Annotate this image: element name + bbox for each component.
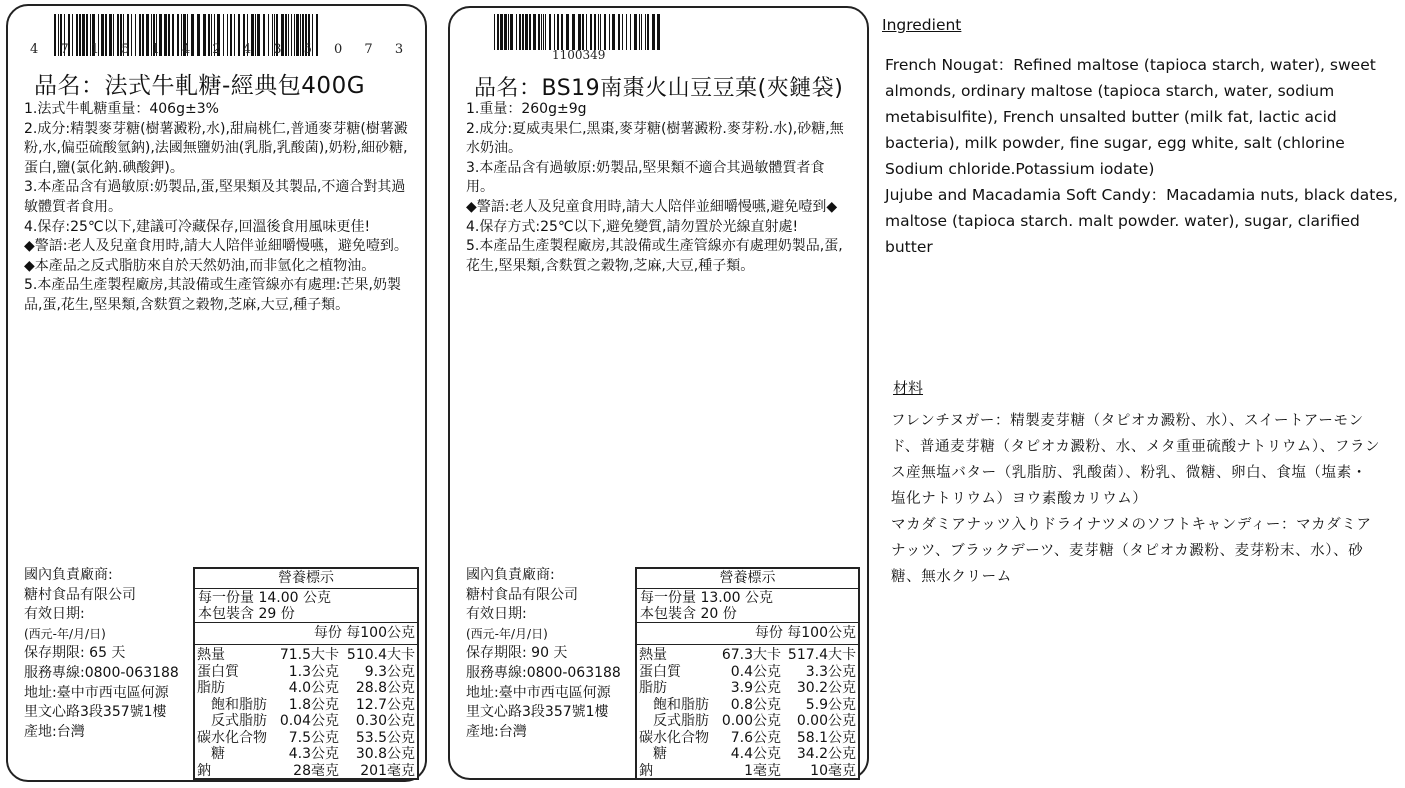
manufacturer-info (466, 566, 621, 742)
ingredient-paragraph-nougat: フレンチヌガー：精製麦芽糖（タピオカ澱粉、水）、スイートアーモンド、普通麦芽糖（タピオカ澱粉、水、メタ重亜硫酸ナトリウム）、フランス産無塩バター（乳脂肪、乳酸菌）、粉乳、微糖、卵白、食塩（塩素・塩化ナトリウム）ヨウ素酸カリウム） (891, 413, 1381, 507)
serving-size: 每一份量 13.00 公克 (640, 590, 773, 606)
nutrient-name: 脂肪 (639, 680, 667, 696)
nutrient-name: 反式脂肪 (639, 713, 709, 729)
nutrition-row (637, 730, 858, 747)
serving-size: 每一份量 14.00 公克 (198, 590, 331, 606)
per-serving-value: 4.0公克 (288, 680, 339, 696)
per-serving-value: 4.4公克 (730, 746, 781, 762)
per-serving-value: 0.04公克 (279, 713, 339, 729)
per-serving-value: 3.9公克 (730, 680, 781, 696)
ingredient-paragraph-jujube: Jujube and Macadamia Soft Candy：Macadamia nuts, black dates, maltose (tapioca starch. malt powder. water), sugar, clarified butter (885, 186, 1398, 256)
nutrition-table (635, 567, 860, 780)
nutrient-name: 熱量 (639, 647, 667, 663)
nutrition-title: 營養標示 (195, 569, 417, 589)
per-100g-value: 201毫克 (360, 762, 415, 779)
per-100g-value: 510.4大卡 (346, 647, 415, 663)
nutrient-name: 飽和脂肪 (639, 696, 709, 713)
product-details: 1.法式牛軋糖重量：406g±3% 2.成分:精製麥芽糖(樹薯澱粉,水),甜扁桃仁,普通麥芽糖(樹薯澱粉,水,偏亞硫酸氫鈉),法國無鹽奶油(乳脂,乳酸菌),奶粉,細砂糖,蛋白,鹽(氯化鈉.碘酸鉀)。 3.本產品含有過敏原:奶製品,蛋,堅果類及其製品,不適合對其過敏體質者食用。 4.保存:25℃以下,建議可冷藏保存,回溫後食用風味更佳! ◆警語:老人及兒童食用時,請大人陪伴並細嚼慢嚥，避免噎到。 ◆本產品之反式脂肪來自於天然奶油,而非氫化之植物油。 5.本產品生產製程廠房,其設備或生產管線亦有處理:芒果,奶製品,蛋,花生,堅果類,含麩質之穀物,芝麻,大豆,種子類。 (24, 101, 408, 313)
product-label-nougat (6, 4, 427, 782)
nutrition-row (195, 730, 417, 747)
ingredient-text-japanese (891, 408, 1381, 590)
ingredient-heading-english: Ingredient (882, 16, 962, 34)
per-100g-value: 34.2公克 (796, 746, 856, 762)
per-100g-value: 12.7公克 (355, 696, 415, 713)
nutrition-table (193, 567, 419, 780)
nutrition-row (637, 697, 858, 714)
nutrient-name: 蛋白質 (197, 663, 239, 680)
per-100g-value: 5.9公克 (805, 696, 856, 713)
barcode (494, 14, 662, 50)
nutrition-row (637, 647, 858, 664)
nutrition-row (195, 763, 417, 780)
origin: 產地:台灣 (24, 723, 85, 740)
manufacturer-label: 國內負責廠商: (466, 567, 555, 583)
nutrient-name: 脂肪 (197, 680, 225, 696)
manufacturer-info (24, 566, 179, 742)
nutrition-row (195, 697, 417, 714)
nutrition-rows (195, 645, 417, 779)
per-100g-value: 3.3公克 (805, 663, 856, 680)
per-serving-value: 28毫克 (293, 762, 339, 779)
nutrition-rows (637, 645, 858, 779)
manufacturer-label: 國內負責廠商: (24, 567, 113, 583)
per-serving-value: 67.3大卡 (721, 647, 781, 663)
nutrition-title: 營養標示 (637, 569, 858, 589)
servings-per-package: 本包裝含 29 份 (198, 606, 295, 622)
per-100g-value: 0.30公克 (355, 713, 415, 729)
address-line-1: 地址:臺中市西屯區何源 (24, 684, 169, 701)
per-serving-value: 0.4公克 (730, 663, 781, 680)
per-100g-value: 53.5公克 (355, 729, 415, 746)
serving-info (637, 589, 858, 623)
per-serving-value: 1.8公克 (288, 696, 339, 713)
per-serving-value: 1毫克 (744, 762, 781, 779)
per-serving-value: 7.5公克 (288, 729, 339, 746)
nutrition-row (195, 746, 417, 763)
nutrition-row (637, 763, 858, 780)
expiry-label: 有效日期: (24, 606, 85, 623)
shelf-life: 保存期限: 90 天 (466, 645, 568, 662)
product-name: 品名：BS19南棗火山豆豆菓(夾鏈袋) (474, 76, 844, 101)
per-serving-value: 71.5大卡 (279, 647, 339, 663)
nutrient-name: 反式脂肪 (197, 713, 267, 729)
per-serving-value: 0.8公克 (730, 696, 781, 713)
per-serving-value: 4.3公克 (288, 746, 339, 762)
nutrient-name: 碳水化合物 (639, 729, 709, 746)
expiry-label: 有效日期: (466, 606, 527, 623)
nutrition-row (195, 713, 417, 730)
manufacturer-name: 糖村食品有限公司 (24, 586, 136, 603)
date-format: (西元-年/月/日) (466, 626, 548, 641)
per-100g-value: 10毫克 (810, 762, 856, 779)
nutrient-name: 蛋白質 (639, 663, 681, 680)
nutrition-row (195, 680, 417, 697)
ingredient-heading-japanese: 材料 (893, 379, 924, 397)
address-line-1: 地址:臺中市西屯區何源 (466, 684, 611, 701)
nutrient-name: 碳水化合物 (197, 729, 267, 746)
per-100g-value: 0.00公克 (796, 713, 856, 729)
per-100g-value: 30.2公克 (796, 680, 856, 696)
per-serving-value: 1.3公克 (288, 663, 339, 680)
nutrition-column-header: 每份 每100公克 (195, 623, 417, 645)
per-100g-value: 30.8公克 (355, 746, 415, 762)
servings-per-package: 本包裝含 20 份 (640, 606, 737, 622)
per-serving-value: 7.6公克 (730, 729, 781, 746)
per-100g-value: 28.8公克 (355, 680, 415, 696)
barcode-digits: 4 7 1 5 1 4 2 4 3 5 0 7 3 (30, 42, 413, 57)
nutrition-row (637, 713, 858, 730)
nutrient-name: 熱量 (197, 647, 225, 663)
nutrient-name: 糖 (197, 746, 225, 762)
nutrition-row (637, 664, 858, 681)
ingredient-paragraph-nougat: French Nougat：Refined maltose (tapioca starch, water), sweet almonds, ordinary maltose (tapioca starch, water, sodium metabisulfite), French unsalted butter (milk fat, lactic acid bacteria), milk powder, fine sugar, egg white, salt (chlorine Sodium chloride.Potassium iodate) (885, 56, 1376, 178)
per-serving-value: 0.00公克 (721, 713, 781, 729)
ingredient-text-english (885, 52, 1400, 260)
nutrient-name: 鈉 (639, 762, 653, 779)
shelf-life: 保存期限: 65 天 (24, 645, 126, 662)
nutrition-row (195, 664, 417, 681)
manufacturer-name: 糖村食品有限公司 (466, 586, 578, 603)
nutrient-name: 飽和脂肪 (197, 696, 267, 713)
nutrient-name: 鈉 (197, 762, 211, 779)
nutrition-row (637, 746, 858, 763)
address-line-2: 里文心路3段357號1樓 (24, 704, 167, 721)
ingredient-paragraph-jujube: マカダミアナッツ入りドライナツメのソフトキャンディー：マカダミアナッツ、ブラックデーツ、麦芽糖（タピオカ澱粉、麦芽粉末、水）、砂糖、無水クリーム (891, 517, 1372, 585)
service-hotline: 服務專線:0800-063188 (24, 664, 179, 681)
nutrition-row (195, 647, 417, 664)
barcode-number: 1100349 (552, 48, 606, 62)
product-label-jujube (448, 6, 869, 780)
address-line-2: 里文心路3段357號1樓 (466, 704, 609, 721)
product-details: 1.重量：260g±9g 2.成分:夏威夷果仁,黑棗,麥芽糖(樹薯澱粉.麥芽粉.水),砂糖,無水奶油。 3.本產品含有過敏原:奶製品,堅果類不適合其過敏體質者食用。 ◆警語:老人及兒童食用時,請大人陪伴並細嚼慢嚥,避免噎到◆ 4.保存方式:25℃以下,避免變質,請勿置於光線直射處! 5.本產品生產製程廠房,其設備或生產管線亦有處理奶製品,蛋,花生,堅果類,含麩質之穀物,芝麻,大豆,種子類。 (466, 101, 844, 274)
nutrition-column-header: 每份 每100公克 (637, 623, 858, 645)
nutrient-name: 糖 (639, 746, 667, 762)
per-100g-value: 517.4大卡 (787, 647, 856, 663)
date-format: (西元-年/月/日) (24, 626, 106, 641)
serving-info (195, 589, 417, 623)
per-100g-value: 9.3公克 (364, 663, 415, 680)
nutrition-row (637, 680, 858, 697)
service-hotline: 服務專線:0800-063188 (466, 664, 621, 681)
origin: 產地:台灣 (466, 723, 527, 740)
per-100g-value: 58.1公克 (796, 729, 856, 746)
product-name: 品名：法式牛軋糖-經典包400G (34, 73, 366, 99)
